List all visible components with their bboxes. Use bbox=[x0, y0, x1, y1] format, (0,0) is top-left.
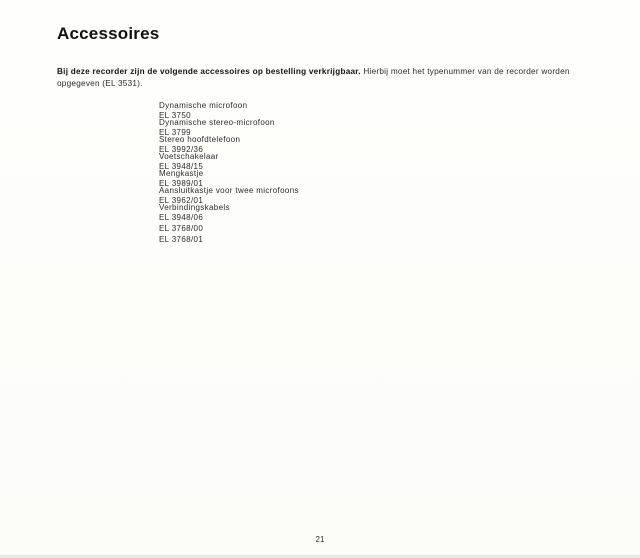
intro-paragraph bbox=[57, 66, 592, 89]
accessory-name: Verbindingskabels bbox=[159, 203, 230, 212]
intro-lead-text: Bij deze recorder zijn de volgende accessoires op bestelling verkrijgbaar. bbox=[57, 67, 361, 76]
accessory-row bbox=[159, 152, 459, 169]
accessory-code: EL 3962/01 bbox=[159, 196, 204, 205]
accessory-codes bbox=[159, 212, 459, 245]
accessory-code: EL 3768/01 bbox=[159, 235, 204, 244]
accessory-code: EL 3768/00 bbox=[159, 224, 204, 233]
accessory-code: EL 3948/06 bbox=[159, 213, 204, 222]
accessory-row bbox=[159, 101, 459, 118]
accessory-code: EL 3948/15 bbox=[159, 162, 204, 171]
page-number: 21 bbox=[315, 535, 325, 544]
accessory-row bbox=[159, 186, 459, 203]
accessory-list bbox=[159, 101, 459, 245]
accessory-row bbox=[159, 169, 459, 186]
accessory-code: EL 3992/36 bbox=[159, 145, 204, 154]
accessory-row bbox=[159, 203, 459, 245]
accessory-code: EL 3799 bbox=[159, 128, 191, 137]
accessory-name: Mengkastje bbox=[159, 169, 204, 178]
accessory-row bbox=[159, 135, 459, 152]
intro-body-text: Hierbij moet het typenummer van de recorder worden opgegeven (EL 3531). bbox=[57, 67, 570, 88]
accessory-name: Dynamische stereo-microfoon bbox=[159, 118, 275, 127]
accessory-code: EL 3750 bbox=[159, 111, 191, 120]
accessory-code: EL 3989/01 bbox=[159, 179, 204, 188]
accessory-name: Aansluitkastje voor twee microfoons bbox=[159, 186, 299, 195]
accessory-row bbox=[159, 118, 459, 135]
accessory-name: Stereo hoofdtelefoon bbox=[159, 135, 241, 144]
page-title: Accessoires bbox=[57, 24, 160, 43]
accessory-name: Voetschakelaar bbox=[159, 152, 219, 161]
accessory-name: Dynamische microfoon bbox=[159, 101, 248, 110]
